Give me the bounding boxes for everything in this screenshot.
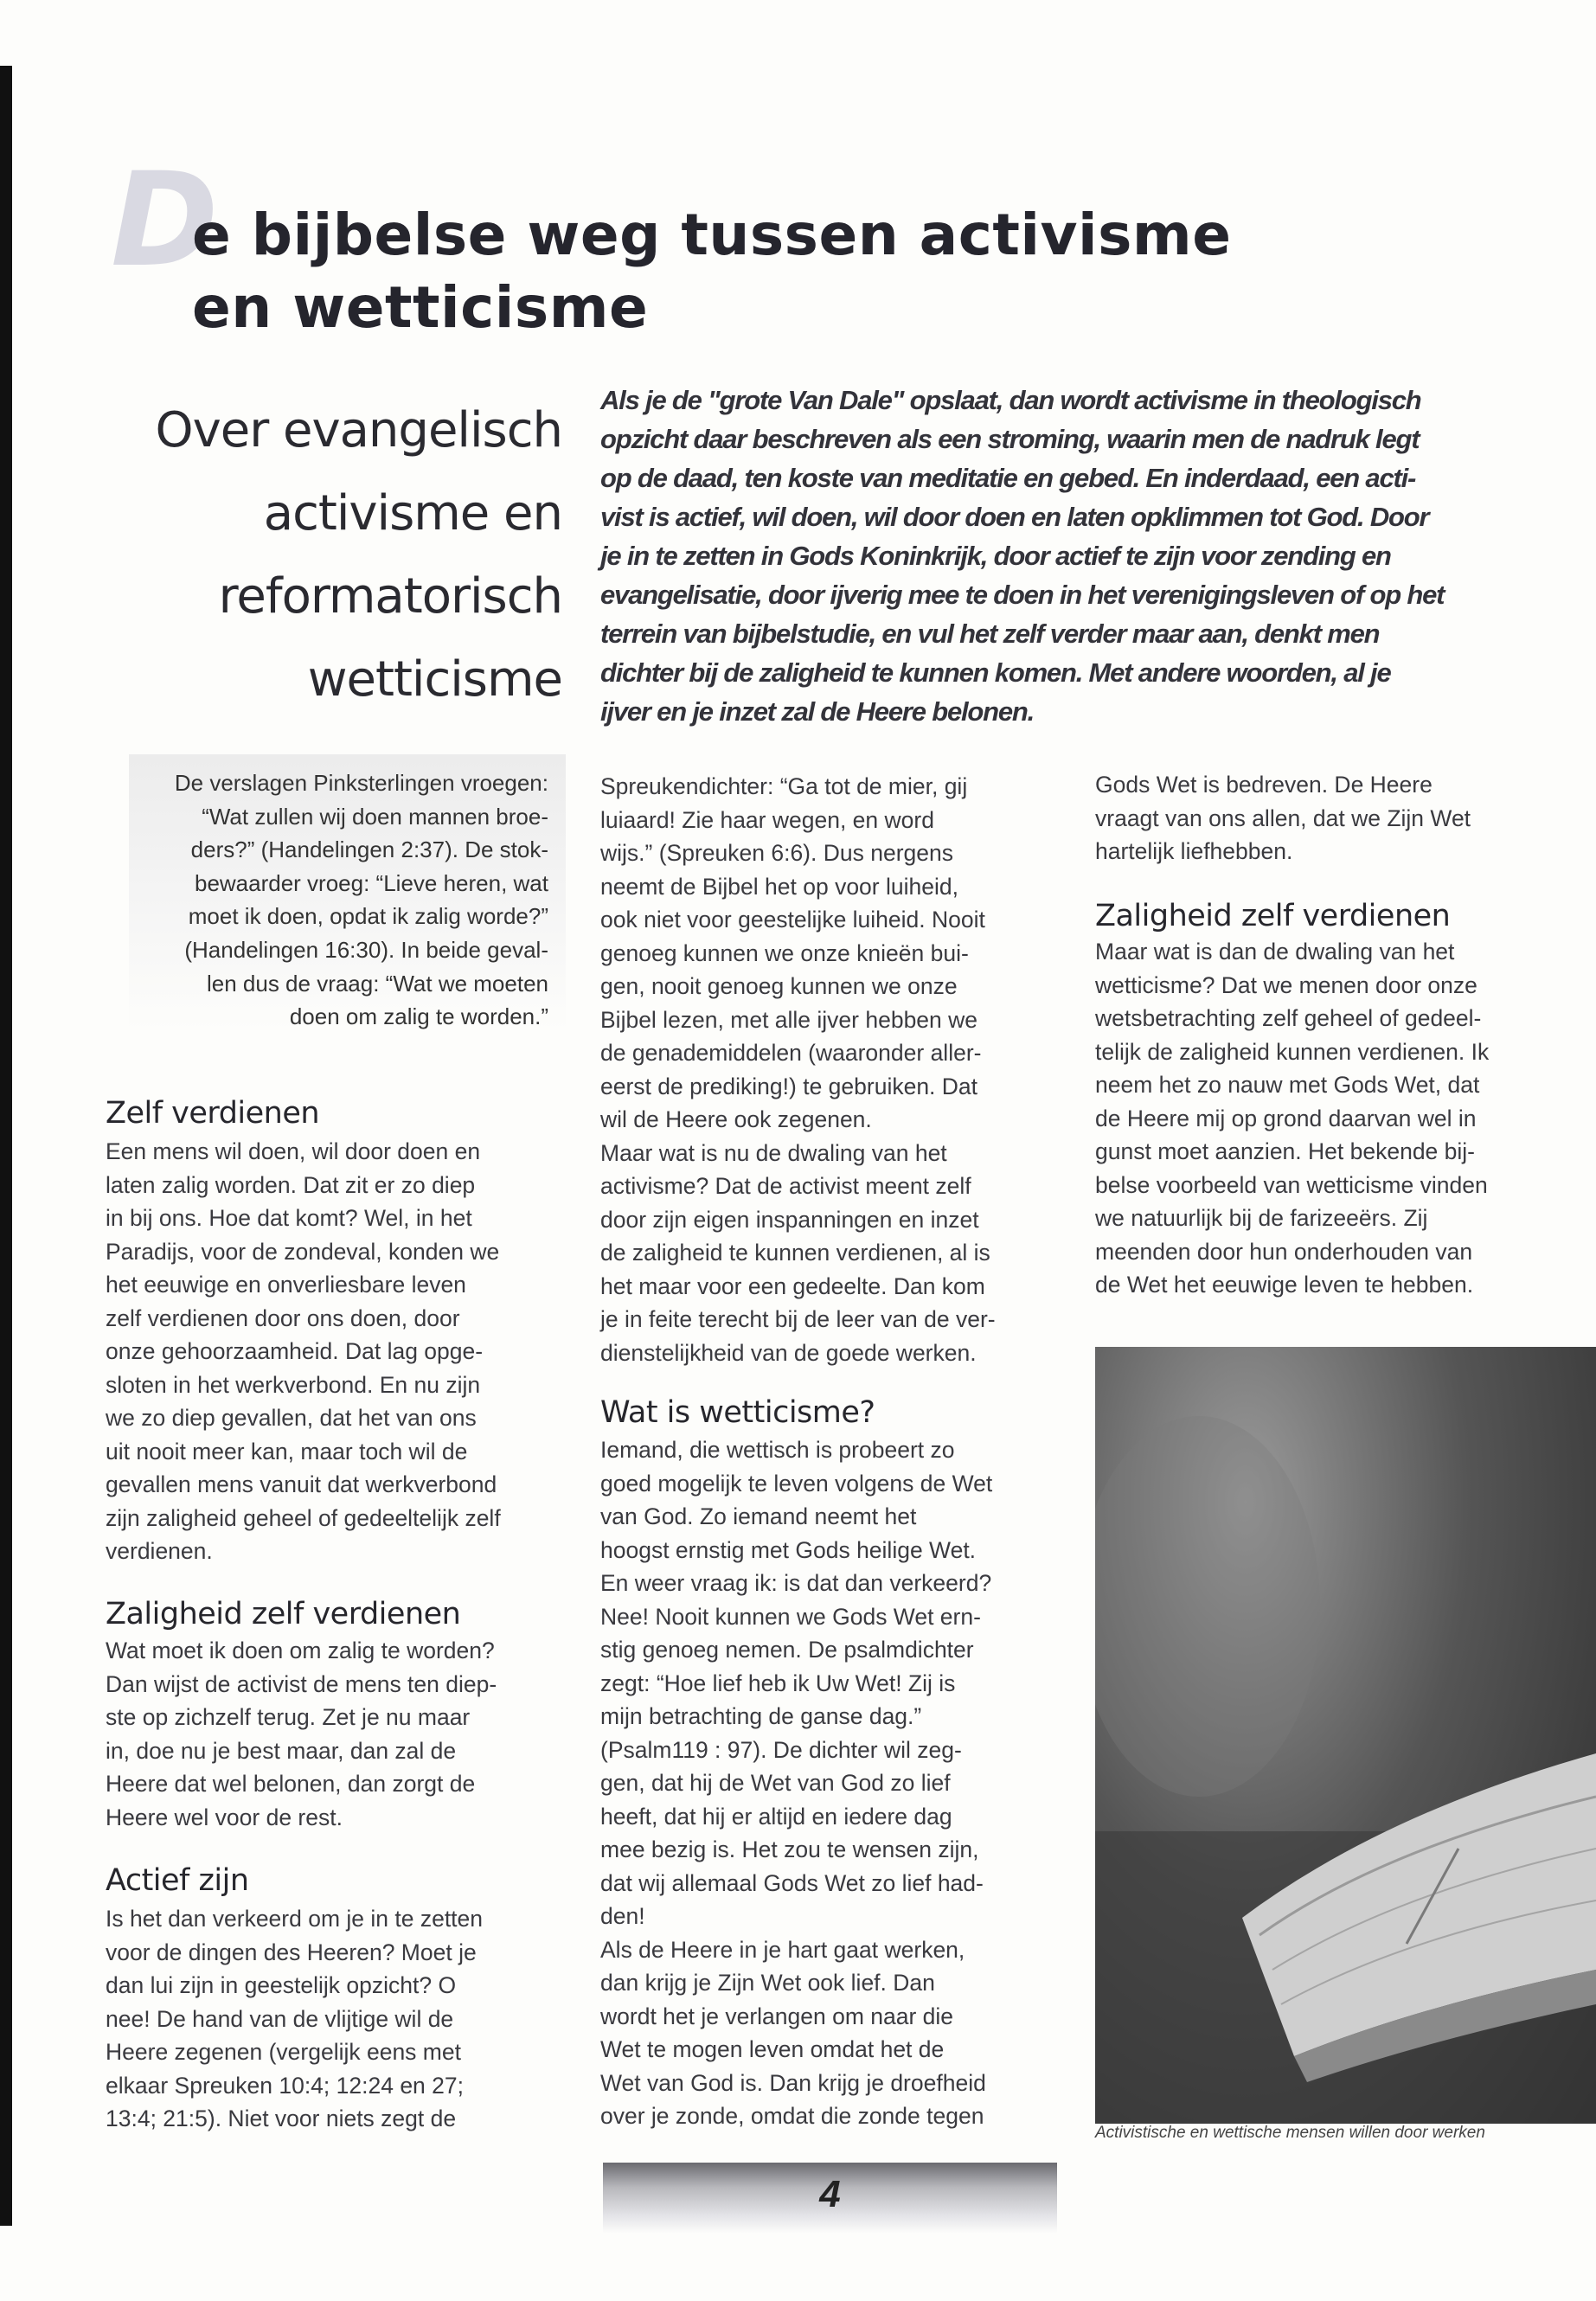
section-heading: Actief zijn — [106, 1863, 249, 1898]
section-text: Gods Wet is bedreven. De Heere vraagt van ons allen, dat we Zijn Wet hartelijk liefhebben. — [1095, 772, 1471, 864]
open-book-illustration — [1095, 1347, 1596, 2124]
section-heading: Zaligheid zelf verdienen — [1095, 899, 1451, 933]
section-heading: Zelf verdienen — [106, 1096, 320, 1131]
section-text: Maar wat is dan de dwaling van het wetticisme? Dat we menen door onze wetsbetrachting zelf geheel of gedeel- telijk de zaligheid kunnen verdienen. Ik neem het zo nauw met Gods Wet, dat de Heere mij op grond daarvan wel in gunst moet aanzien. Het bekende bij- belse voorbeeld van wetticisme vinden we natuurlijk bij de farizeeërs. Zij meenden door hun onderhouden van de Wet het eeuwige leven te hebben. — [1095, 939, 1490, 1298]
section-text: Is het dan verkeerd om je in te zetten voor de dingen des Heeren? Moet je dan lui zijn in geestelijk opzicht? O nee! De hand van de vlijtige wil de Heere zegenen (vergelijk eens met elkaar Spreuken 10:4; 12:24 en 27; 13:4; 21:5). Niet voor niets zegt de — [106, 1906, 484, 2131]
section-heading: Wat is wetticisme? — [600, 1395, 875, 1430]
title-dropcap: D — [111, 145, 219, 296]
article-title: e bijbelse weg tussen activisme en wetticisme — [192, 202, 1232, 341]
article-subtitle: Over evangelisch activisme en reformatorisch wetticisme — [155, 402, 562, 708]
section-text: Wat moet ik doen om zalig te worden? Dan wijst de activist de mens ten diep- ste op zichzelf terug. Zet je nu maar in, doe nu je best maar, dan zal de Heere dat wel belonen, dan zorgt de Heere wel voor de rest. — [106, 1638, 497, 1830]
section-text: Spreukendichter: “Ga tot de mier, gij luiaard! Zie haar wegen, en word wijs.” (Spreuken 6:6). Dus nergens neemt de Bijbel het op voor luiheid, ook niet voor geestelijke luiheid. Nooit genoeg kunnen we onze knieën bui- gen, nooit genoeg kunnen we onze Bijbel lezen, met alle ijver hebben we de genademiddelen (waaronder aller- eerst de prediking!) te gebruiken. Dat wil de Heere ook zegenen. Maar wat is nu de dwaling van het activisme? Dat de activist meent zelf door zijn eigen inspanningen en inzet de zaligheid te kunnen verdienen, al is het maar voor een gedeelte. Dan kom je in feite terecht bij de leer van de ver- dienstelijkheid van de goede werken. — [600, 773, 996, 1366]
article-intro: Als je de "grote Van Dale" opslaat, dan wordt activisme in theologisch opzicht daar beschreven als een stroming, waarin men de nadruk legt op de daad, ten koste van meditatie en gebed. En inderdaad, een acti- vist is actief, wil doen, wil door doen en laten opklimmen tot God. Door je in te zetten in Gods Koninkrijk, door actief te zijn voor zending en evangelisatie, door ijverig mee te doen in het verenigingsleven of op het terrein van bijbelstudie, en vul het zelf verder maar aan, denkt men dichter bij de zaligheid te kunnen komen. Met andere woorden, al je ijver en je inzet zal de Heere belonen. — [600, 385, 1445, 727]
scan-edge — [0, 66, 12, 2226]
section-text: Iemand, die wettisch is probeert zo goed mogelijk te leven volgens de Wet van God. Zo iemand neemt het hoogst ernstig met Gods heilige Wet. En weer vraag ik: is dat dan verkeerd? Nee! Nooit kunnen we Gods Wet ern- stig genoeg nemen. De psalmdichter zegt: “Hoe lief heb ik Uw Wet! Zij is mijn betrachting de ganse dag.” (Psalm119 : 97). De dichter wil zeg- gen, dat hij de Wet van God zo lief heeft, dat hij er altijd en iedere dag mee bezig is. Het zou te wensen zijn, dat wij allemaal Gods Wet zo lief had- den! Als de Heere in je hart gaat werken, dan krijg je Zijn Wet ook lief. Dan wordt het je verlangen om naar die Wet te mogen leven omdat het de Wet van God is. Dan krijg je droefheid over je zonde, omdat die zonde tegen — [600, 1437, 993, 2129]
page-number: 4 — [819, 2173, 841, 2215]
open-bible-photo — [1095, 1347, 1596, 2124]
photo-caption: Activistische en wettische mensen willen door werken — [1095, 2124, 1485, 2142]
section-text: Een mens wil doen, wil door doen en laten zalig worden. Dat zit er zo diep in bij ons. Hoe dat komt? Wel, in het Paradijs, voor de zondeval, konden we het eeuwige en onverliesbare leven zelf verdienen door ons doen, door onze gehoorzaamheid. Dat lag opge- sloten in het werkverbond. En nu zijn we zo diep gevallen, dat het van ons uit nooit meer kan, maar toch wil de gevallen mens vanuit dat werkverbond zijn zaligheid geheel of gedeeltelijk zelf verdienen. — [106, 1138, 501, 1564]
quote-text: De verslagen Pinksterlingen vroegen: “Wat zullen wij doen mannen broe- ders?” (Handelingen 2:37). De stok- bewaarder vroeg: “Lieve heren, wat moet ik doen, opdat ik zalig worde?” (Handelingen 16:30). In beide geval- len dus de vraag: “Wat we moeten doen om zalig te worden.” — [174, 770, 548, 1030]
section-heading: Zaligheid zelf verdienen — [106, 1597, 461, 1631]
